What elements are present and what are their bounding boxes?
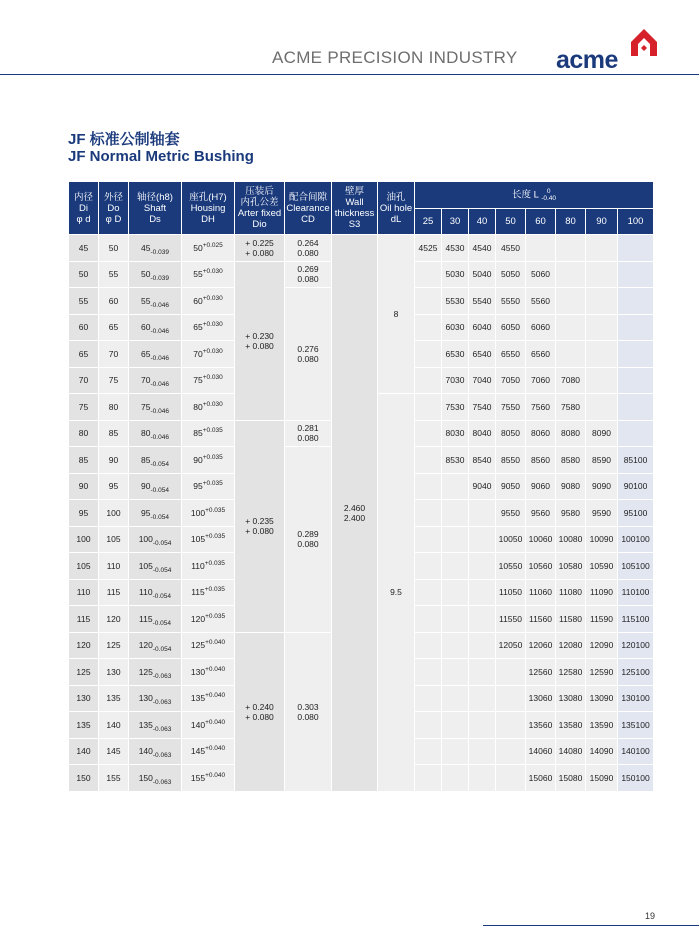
- shaft-cell: $115_{-0.054}$: [129, 606, 182, 633]
- length-cell: 6530: [442, 341, 469, 368]
- length-cell: [496, 738, 526, 765]
- length-cell: 10560: [526, 553, 556, 580]
- footer-divider: [483, 925, 699, 926]
- shaft-cell: $100_{-0.054}$: [129, 526, 182, 553]
- length-header-100: 100: [618, 209, 654, 235]
- outer-diameter-cell: 50: [99, 235, 129, 262]
- length-cell: [442, 632, 469, 659]
- housing-cell: $125^{+0.040}$: [182, 632, 235, 659]
- housing-cell: $105^{+0.035}$: [182, 526, 235, 553]
- housing-cell: $50^{+0.025}$: [182, 235, 235, 262]
- length-cell: [442, 659, 469, 686]
- length-header-30: 30: [442, 209, 469, 235]
- inner-diameter-cell: 95: [69, 500, 99, 527]
- length-cell: [415, 553, 442, 580]
- housing-cell: $115^{+0.035}$: [182, 579, 235, 606]
- shaft-cell: $95_{-0.054}$: [129, 500, 182, 527]
- length-cell: 6060: [526, 314, 556, 341]
- shaft-cell: $45_{-0.039}$: [129, 235, 182, 262]
- length-header-25: 25: [415, 209, 442, 235]
- inner-diameter-cell: 65: [69, 341, 99, 368]
- length-cell: 14080: [556, 738, 586, 765]
- length-cell: 7040: [469, 367, 496, 394]
- length-cell: 7580: [556, 394, 586, 421]
- clearance-cell: 0.289 0.080: [285, 447, 332, 633]
- length-cell: 5030: [442, 261, 469, 288]
- length-cell: [415, 606, 442, 633]
- length-cell: [496, 765, 526, 792]
- length-cell: 6550: [496, 341, 526, 368]
- length-cell: 14090: [586, 738, 618, 765]
- wall-thickness-cell: 2.460 2.400: [332, 235, 378, 792]
- inner-diameter-cell: 55: [69, 288, 99, 315]
- length-cell: [586, 314, 618, 341]
- outer-diameter-cell: 125: [99, 632, 129, 659]
- housing-cell: $120^{+0.035}$: [182, 606, 235, 633]
- length-cell: 6050: [496, 314, 526, 341]
- length-cell: 7540: [469, 394, 496, 421]
- length-cell: [415, 314, 442, 341]
- housing-cell: $130^{+0.040}$: [182, 659, 235, 686]
- length-cell: [415, 288, 442, 315]
- length-cell: 11050: [496, 579, 526, 606]
- outer-diameter-cell: 135: [99, 685, 129, 712]
- outer-diameter-cell: 80: [99, 394, 129, 421]
- length-cell: 12560: [526, 659, 556, 686]
- length-cell: 10080: [556, 526, 586, 553]
- length-cell: [618, 341, 654, 368]
- length-cell: 5040: [469, 261, 496, 288]
- length-cell: [556, 341, 586, 368]
- shaft-cell: $120_{-0.054}$: [129, 632, 182, 659]
- header-shaft: 轴径(h8) Shaft Ds: [129, 182, 182, 235]
- shaft-cell: $130_{-0.063}$: [129, 685, 182, 712]
- length-cell: 9080: [556, 473, 586, 500]
- length-cell: [469, 712, 496, 739]
- shaft-cell: $85_{-0.054}$: [129, 447, 182, 474]
- outer-diameter-cell: 70: [99, 341, 129, 368]
- length-cell: 12590: [586, 659, 618, 686]
- length-cell: 105100: [618, 553, 654, 580]
- shaft-cell: $105_{-0.054}$: [129, 553, 182, 580]
- length-cell: [415, 420, 442, 447]
- length-cell: [442, 579, 469, 606]
- length-cell: 8050: [496, 420, 526, 447]
- housing-cell: $85^{+0.035}$: [182, 420, 235, 447]
- length-cell: 10060: [526, 526, 556, 553]
- length-cell: 7050: [496, 367, 526, 394]
- inner-diameter-cell: 70: [69, 367, 99, 394]
- housing-cell: $95^{+0.035}$: [182, 473, 235, 500]
- housing-cell: $155^{+0.040}$: [182, 765, 235, 792]
- length-cell: 6040: [469, 314, 496, 341]
- clearance-cell: 0.276 0.080: [285, 288, 332, 421]
- shaft-cell: $60_{-0.046}$: [129, 314, 182, 341]
- length-cell: [415, 685, 442, 712]
- outer-diameter-cell: 95: [99, 473, 129, 500]
- length-cell: 9050: [496, 473, 526, 500]
- housing-cell: $135^{+0.040}$: [182, 685, 235, 712]
- length-cell: [415, 738, 442, 765]
- length-cell: [469, 579, 496, 606]
- length-cell: 9580: [556, 500, 586, 527]
- length-cell: [469, 685, 496, 712]
- length-cell: 9560: [526, 500, 556, 527]
- length-cell: [415, 765, 442, 792]
- bushing-spec-table: [68, 181, 654, 792]
- after-fixed-cell: + 0.225 + 0.080: [235, 235, 285, 262]
- inner-diameter-cell: 60: [69, 314, 99, 341]
- length-cell: 7060: [526, 367, 556, 394]
- outer-diameter-cell: 105: [99, 526, 129, 553]
- clearance-cell: 0.264 0.080: [285, 235, 332, 262]
- length-cell: [442, 473, 469, 500]
- length-cell: [469, 606, 496, 633]
- length-cell: [526, 235, 556, 262]
- length-cell: [618, 288, 654, 315]
- outer-diameter-cell: 130: [99, 659, 129, 686]
- length-cell: 9550: [496, 500, 526, 527]
- outer-diameter-cell: 55: [99, 261, 129, 288]
- inner-diameter-cell: 75: [69, 394, 99, 421]
- clearance-cell: 0.303 0.080: [285, 632, 332, 791]
- shaft-cell: $90_{-0.054}$: [129, 473, 182, 500]
- length-cell: 8040: [469, 420, 496, 447]
- shaft-cell: $65_{-0.046}$: [129, 341, 182, 368]
- header-divider: [0, 74, 699, 75]
- length-cell: [586, 394, 618, 421]
- length-cell: [442, 738, 469, 765]
- length-cell: 5530: [442, 288, 469, 315]
- length-cell: 11550: [496, 606, 526, 633]
- length-cell: 12580: [556, 659, 586, 686]
- length-cell: 5050: [496, 261, 526, 288]
- length-cell: [415, 473, 442, 500]
- inner-diameter-cell: 45: [69, 235, 99, 262]
- housing-cell: $80^{+0.030}$: [182, 394, 235, 421]
- inner-diameter-cell: 120: [69, 632, 99, 659]
- inner-diameter-cell: 50: [69, 261, 99, 288]
- length-cell: [496, 712, 526, 739]
- length-cell: 5550: [496, 288, 526, 315]
- shaft-cell: $125_{-0.063}$: [129, 659, 182, 686]
- acme-logo: [556, 26, 662, 78]
- length-cell: [586, 235, 618, 262]
- length-cell: 7530: [442, 394, 469, 421]
- outer-diameter-cell: 155: [99, 765, 129, 792]
- length-cell: 8560: [526, 447, 556, 474]
- shaft-cell: $110_{-0.054}$: [129, 579, 182, 606]
- length-cell: 11090: [586, 579, 618, 606]
- inner-diameter-cell: 90: [69, 473, 99, 500]
- length-cell: 12060: [526, 632, 556, 659]
- housing-cell: $65^{+0.030}$: [182, 314, 235, 341]
- length-cell: [415, 579, 442, 606]
- header-housing: 座孔(H7) Housing DH: [182, 182, 235, 235]
- header-inner-diameter: 内径 Di φ d: [69, 182, 99, 235]
- clearance-cell: 0.281 0.080: [285, 420, 332, 447]
- header-length: 长度 L 0 -0.40: [415, 182, 654, 209]
- after-fixed-cell: + 0.235 + 0.080: [235, 420, 285, 632]
- inner-diameter-cell: 105: [69, 553, 99, 580]
- length-cell: 10580: [556, 553, 586, 580]
- length-cell: [618, 420, 654, 447]
- length-cell: [496, 685, 526, 712]
- length-cell: [442, 685, 469, 712]
- length-cell: 135100: [618, 712, 654, 739]
- length-cell: 110100: [618, 579, 654, 606]
- length-cell: 4525: [415, 235, 442, 262]
- length-cell: 15090: [586, 765, 618, 792]
- header-wall-thickness: 壁厚 Wall thickness S3: [332, 182, 378, 235]
- length-cell: [442, 526, 469, 553]
- length-cell: 14060: [526, 738, 556, 765]
- length-cell: [586, 261, 618, 288]
- length-cell: 120100: [618, 632, 654, 659]
- length-header-90: 90: [586, 209, 618, 235]
- outer-diameter-cell: 85: [99, 420, 129, 447]
- clearance-cell: 0.269 0.080: [285, 261, 332, 288]
- housing-cell: $60^{+0.030}$: [182, 288, 235, 315]
- length-cell: 85100: [618, 447, 654, 474]
- length-cell: [469, 738, 496, 765]
- length-cell: 7080: [556, 367, 586, 394]
- shaft-cell: $55_{-0.046}$: [129, 288, 182, 315]
- length-cell: [556, 235, 586, 262]
- inner-diameter-cell: 115: [69, 606, 99, 633]
- shaft-cell: $50_{-0.039}$: [129, 261, 182, 288]
- length-header-40: 40: [469, 209, 496, 235]
- outer-diameter-cell: 60: [99, 288, 129, 315]
- length-cell: [469, 659, 496, 686]
- length-cell: [442, 553, 469, 580]
- length-cell: 6030: [442, 314, 469, 341]
- header-oil-hole: 油孔 Oil hole dL: [378, 182, 415, 235]
- length-cell: 9090: [586, 473, 618, 500]
- header-after-fixed: 压装后 内孔公差 Arter fixed Dio: [235, 182, 285, 235]
- length-cell: 8530: [442, 447, 469, 474]
- outer-diameter-cell: 90: [99, 447, 129, 474]
- length-cell: 11590: [586, 606, 618, 633]
- length-cell: 8030: [442, 420, 469, 447]
- length-cell: [469, 765, 496, 792]
- length-cell: 7560: [526, 394, 556, 421]
- length-cell: [442, 712, 469, 739]
- length-cell: [618, 394, 654, 421]
- length-cell: 13060: [526, 685, 556, 712]
- header-outer-diameter: 外径 Do φ D: [99, 182, 129, 235]
- length-cell: 8590: [586, 447, 618, 474]
- housing-cell: $110^{+0.035}$: [182, 553, 235, 580]
- length-cell: [469, 526, 496, 553]
- length-cell: 130100: [618, 685, 654, 712]
- header-clearance: 配合间隙 Clearance CD: [285, 182, 332, 235]
- company-name: ACME PRECISION INDUSTRY: [272, 48, 518, 67]
- oil-hole-cell: 9.5: [378, 394, 415, 792]
- length-cell: 150100: [618, 765, 654, 792]
- length-cell: 9590: [586, 500, 618, 527]
- page-number: 19: [645, 911, 656, 921]
- housing-cell: $100^{+0.035}$: [182, 500, 235, 527]
- length-cell: [556, 288, 586, 315]
- length-cell: [415, 447, 442, 474]
- length-cell: [442, 500, 469, 527]
- length-cell: 8080: [556, 420, 586, 447]
- outer-diameter-cell: 145: [99, 738, 129, 765]
- housing-cell: $55^{+0.030}$: [182, 261, 235, 288]
- inner-diameter-cell: 135: [69, 712, 99, 739]
- length-cell: [469, 553, 496, 580]
- length-cell: [415, 500, 442, 527]
- length-cell: [415, 632, 442, 659]
- length-cell: 13580: [556, 712, 586, 739]
- length-cell: 11580: [556, 606, 586, 633]
- length-cell: 6540: [469, 341, 496, 368]
- length-cell: 5540: [469, 288, 496, 315]
- length-cell: [415, 526, 442, 553]
- length-cell: 7030: [442, 367, 469, 394]
- length-cell: [556, 261, 586, 288]
- length-cell: 13590: [586, 712, 618, 739]
- length-cell: [618, 261, 654, 288]
- length-cell: 9040: [469, 473, 496, 500]
- length-cell: 10550: [496, 553, 526, 580]
- length-cell: [469, 632, 496, 659]
- length-header-80: 80: [556, 209, 586, 235]
- housing-cell: $90^{+0.035}$: [182, 447, 235, 474]
- length-cell: 13560: [526, 712, 556, 739]
- length-cell: [618, 314, 654, 341]
- outer-diameter-cell: 115: [99, 579, 129, 606]
- inner-diameter-cell: 125: [69, 659, 99, 686]
- shaft-cell: $70_{-0.046}$: [129, 367, 182, 394]
- length-cell: 8550: [496, 447, 526, 474]
- outer-diameter-cell: 65: [99, 314, 129, 341]
- length-cell: [586, 367, 618, 394]
- length-cell: 12050: [496, 632, 526, 659]
- length-cell: 5560: [526, 288, 556, 315]
- logo-mark-icon: [628, 26, 660, 60]
- length-header-50: 50: [496, 209, 526, 235]
- length-cell: 10090: [586, 526, 618, 553]
- length-cell: 12090: [586, 632, 618, 659]
- length-header-60: 60: [526, 209, 556, 235]
- length-cell: 125100: [618, 659, 654, 686]
- length-cell: 9060: [526, 473, 556, 500]
- length-cell: 115100: [618, 606, 654, 633]
- inner-diameter-cell: 140: [69, 738, 99, 765]
- table-row: [69, 235, 654, 262]
- length-cell: 15080: [556, 765, 586, 792]
- housing-cell: $75^{+0.030}$: [182, 367, 235, 394]
- length-cell: [556, 314, 586, 341]
- shaft-cell: $140_{-0.063}$: [129, 738, 182, 765]
- inner-diameter-cell: 130: [69, 685, 99, 712]
- length-cell: 15060: [526, 765, 556, 792]
- after-fixed-cell: + 0.240 + 0.080: [235, 632, 285, 791]
- length-cell: 7550: [496, 394, 526, 421]
- length-cell: 95100: [618, 500, 654, 527]
- housing-cell: $145^{+0.040}$: [182, 738, 235, 765]
- length-cell: 4530: [442, 235, 469, 262]
- length-cell: [415, 261, 442, 288]
- length-cell: 4540: [469, 235, 496, 262]
- length-cell: [442, 606, 469, 633]
- length-cell: [618, 367, 654, 394]
- length-cell: [415, 367, 442, 394]
- oil-hole-cell: 8: [378, 235, 415, 394]
- shaft-cell: $135_{-0.063}$: [129, 712, 182, 739]
- shaft-cell: $75_{-0.046}$: [129, 394, 182, 421]
- length-cell: 11080: [556, 579, 586, 606]
- length-cell: [415, 341, 442, 368]
- length-cell: 13090: [586, 685, 618, 712]
- inner-diameter-cell: 110: [69, 579, 99, 606]
- title-english: JF Normal Metric Bushing: [68, 148, 254, 165]
- length-cell: [496, 659, 526, 686]
- shaft-cell: $150_{-0.063}$: [129, 765, 182, 792]
- length-cell: 5060: [526, 261, 556, 288]
- length-cell: 12080: [556, 632, 586, 659]
- inner-diameter-cell: 150: [69, 765, 99, 792]
- outer-diameter-cell: 75: [99, 367, 129, 394]
- length-cell: 90100: [618, 473, 654, 500]
- length-cell: 8540: [469, 447, 496, 474]
- length-cell: 11560: [526, 606, 556, 633]
- length-cell: 8090: [586, 420, 618, 447]
- length-cell: [586, 288, 618, 315]
- length-cell: 10590: [586, 553, 618, 580]
- length-cell: [586, 341, 618, 368]
- length-cell: [442, 765, 469, 792]
- length-cell: 6560: [526, 341, 556, 368]
- inner-diameter-cell: 85: [69, 447, 99, 474]
- outer-diameter-cell: 120: [99, 606, 129, 633]
- length-cell: 140100: [618, 738, 654, 765]
- after-fixed-cell: + 0.230 + 0.080: [235, 261, 285, 420]
- length-cell: 10050: [496, 526, 526, 553]
- length-cell: [618, 235, 654, 262]
- length-cell: 11060: [526, 579, 556, 606]
- shaft-cell: $80_{-0.046}$: [129, 420, 182, 447]
- length-cell: 13080: [556, 685, 586, 712]
- length-cell: [415, 712, 442, 739]
- length-cell: [469, 500, 496, 527]
- length-cell: 100100: [618, 526, 654, 553]
- inner-diameter-cell: 80: [69, 420, 99, 447]
- housing-cell: $140^{+0.040}$: [182, 712, 235, 739]
- inner-diameter-cell: 100: [69, 526, 99, 553]
- length-cell: [415, 659, 442, 686]
- outer-diameter-cell: 100: [99, 500, 129, 527]
- length-cell: 8580: [556, 447, 586, 474]
- title-chinese: JF 标准公制轴套: [68, 131, 180, 148]
- length-cell: 8060: [526, 420, 556, 447]
- housing-cell: $70^{+0.030}$: [182, 341, 235, 368]
- length-cell: [415, 394, 442, 421]
- outer-diameter-cell: 110: [99, 553, 129, 580]
- length-cell: 4550: [496, 235, 526, 262]
- outer-diameter-cell: 140: [99, 712, 129, 739]
- logo-text: acme: [556, 46, 618, 74]
